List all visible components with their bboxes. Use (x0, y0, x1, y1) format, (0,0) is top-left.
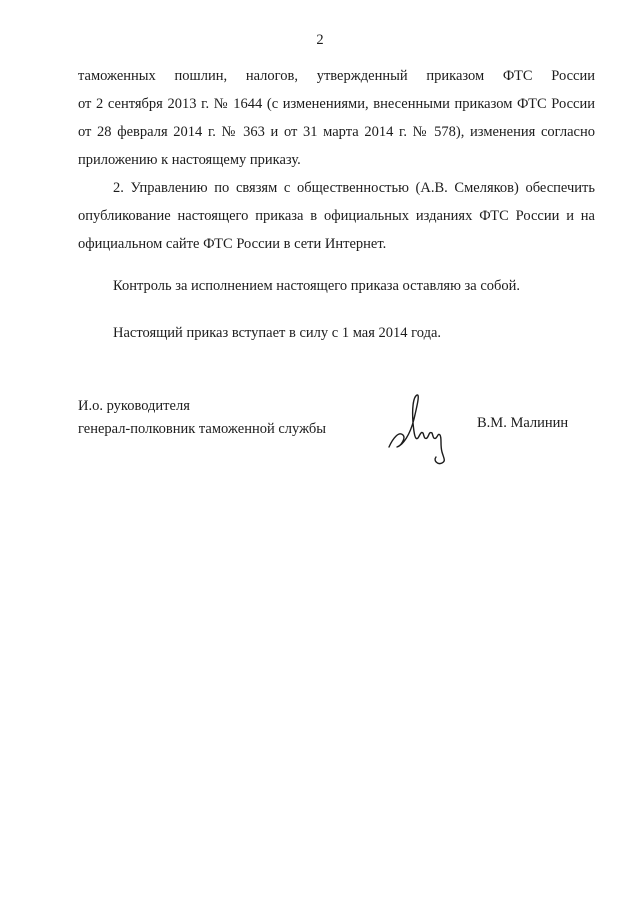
text-line: 2. Управлению по связям с общественностью (А.В. Смеляков) обеспечить (113, 180, 595, 196)
signatory-name: В.М. Малинин (477, 415, 569, 431)
signatory-title-block (78, 395, 326, 440)
text-line: от 28 февраля 2014 г. № 363 и от 31 марта 2014 г. № 578), изменения согласно (78, 124, 595, 140)
effective-date-statement: Настоящий приказ вступает в силу с 1 мая 2014 года. (113, 325, 442, 341)
text-line: приложению к настоящему приказу. (78, 152, 301, 168)
signatory-position: И.о. руководителя (78, 398, 190, 414)
paragraph-publication (78, 174, 595, 258)
text-line: опубликование настоящего приказа в официальных изданиях ФТС России и на (78, 208, 595, 224)
control-statement: Контроль за исполнением настоящего приказа оставляю за собой. (113, 278, 521, 294)
text-line: официальном сайте ФТС России в сети Интернет. (78, 236, 387, 252)
text-line: от 2 сентября 2013 г. № 1644 (с изменениями, внесенными приказом ФТС России (78, 96, 595, 112)
signatory-rank: генерал-полковник таможенной службы (78, 420, 327, 437)
page-number: 2 (316, 32, 324, 48)
handwritten-signature-icon (386, 391, 462, 468)
paragraph-tariff-order (78, 62, 595, 174)
text-line: таможенных пошлин, налогов, утвержденный приказом ФТС России (78, 68, 595, 84)
